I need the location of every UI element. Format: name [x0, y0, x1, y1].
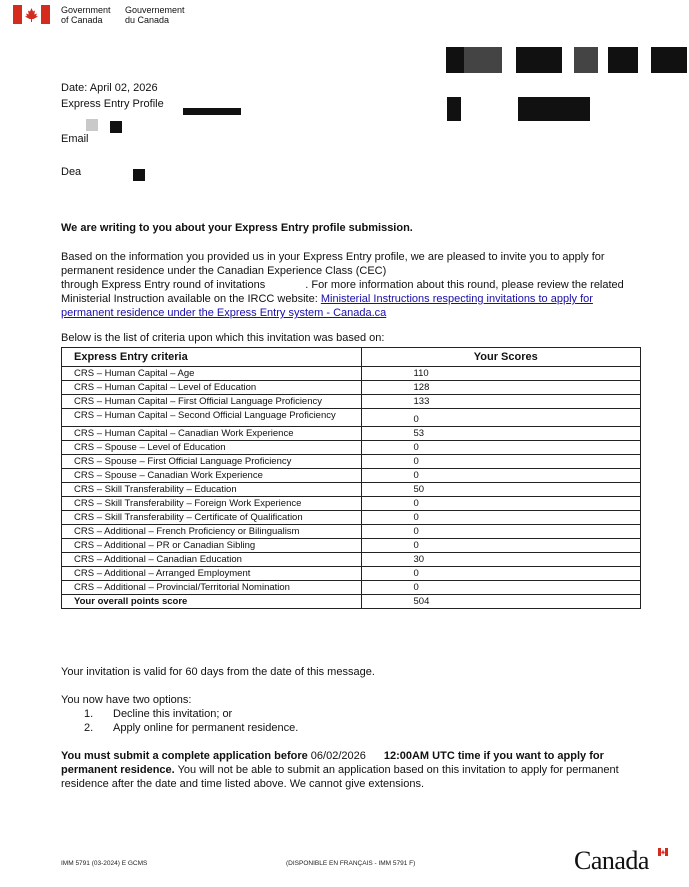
score-cell: 0: [361, 497, 641, 511]
option-1-number: 1.: [84, 708, 94, 720]
redaction-block: [447, 97, 461, 121]
table-row: [62, 581, 641, 595]
table-row: [62, 367, 641, 381]
redaction-block: [651, 47, 687, 73]
table-row: [62, 441, 641, 455]
score-cell: 110: [361, 367, 641, 381]
score-cell: 0: [361, 539, 641, 553]
profile-line: Express Entry Profile: [61, 98, 164, 110]
option-2-number: 2.: [84, 722, 94, 734]
table-header-row: [62, 348, 641, 367]
criteria-intro: Below is the list of criteria upon which this invitation was based on:: [61, 332, 385, 344]
ministerial-instructions-link[interactable]: Ministerial Instructions respecting invitations to apply for: [320, 293, 593, 305]
score-cell: 0: [361, 511, 641, 525]
redaction-block: [464, 47, 502, 73]
score-cell: 0: [361, 455, 641, 469]
criteria-header: Express Entry criteria: [62, 348, 362, 367]
table-row: [62, 483, 641, 497]
criteria-cell: CRS – Spouse – First Official Language Proficiency: [62, 455, 362, 469]
deadline-paragraph: You must submit a complete application before 06/02/2026 12:00AM UTC time if you want to apply for permanent residence. You will not be able to submit an application based on this invitation to apply for permanent residence after the date and time listed above. We cannot give extensions.: [61, 750, 619, 790]
score-cell: 0: [361, 581, 641, 595]
redaction-block: [518, 97, 590, 121]
email-label: Email: [61, 133, 89, 145]
scores-header: Your Scores: [361, 348, 641, 367]
table-row: [62, 381, 641, 395]
criteria-cell: CRS – Additional – Canadian Education: [62, 553, 362, 567]
redaction-block: [133, 169, 145, 181]
criteria-cell: CRS – Human Capital – Canadian Work Experience: [62, 427, 362, 441]
option-2: Apply online for permanent residence.: [113, 722, 299, 734]
score-cell: 0: [361, 441, 641, 455]
option-1: Decline this invitation; or: [113, 708, 233, 720]
criteria-cell: CRS – Additional – Provincial/Territorial Nomination: [62, 581, 362, 595]
canada-wordmark: Canada: [574, 846, 649, 876]
table-row: [62, 511, 641, 525]
dear-label: Dea: [61, 166, 82, 178]
subject-line: We are writing to you about your Express Entry profile submission.: [61, 222, 413, 234]
table-row: [62, 539, 641, 553]
criteria-cell: CRS – Additional – French Proficiency or Bilingualism: [62, 525, 362, 539]
french-availability-note: (DISPONIBLE EN FRANÇAIS - IMM 5791 F): [286, 860, 416, 867]
total-row: [62, 595, 641, 609]
government-of-canada-label: Government of Canada: [61, 5, 111, 25]
table-row: [62, 409, 641, 427]
table-row: [62, 525, 641, 539]
criteria-cell: CRS – Skill Transferability – Foreign Work Experience: [62, 497, 362, 511]
table-row: [62, 427, 641, 441]
options-intro: You now have two options:: [61, 694, 192, 706]
total-value: 504: [361, 595, 641, 609]
score-cell: 0: [361, 525, 641, 539]
score-cell: 0: [361, 469, 641, 483]
score-cell: 0: [361, 567, 641, 581]
score-cell: 50: [361, 483, 641, 497]
total-label: Your overall points score: [62, 595, 362, 609]
canada-flag-icon: [13, 5, 50, 24]
score-cell: 128: [361, 381, 641, 395]
table-row: [62, 567, 641, 581]
redaction-block: [86, 119, 98, 131]
score-cell: 30: [361, 553, 641, 567]
criteria-cell: CRS – Human Capital – First Official Language Proficiency: [62, 395, 362, 409]
score-cell: 133: [361, 395, 641, 409]
criteria-cell: CRS – Human Capital – Age: [62, 367, 362, 381]
criteria-cell: CRS – Human Capital – Second Official Language Proficiency: [62, 409, 362, 427]
table-row: [62, 497, 641, 511]
criteria-cell: CRS – Skill Transferability – Certificate of Qualification: [62, 511, 362, 525]
criteria-cell: CRS – Spouse – Level of Education: [62, 441, 362, 455]
criteria-cell: CRS – Additional – Arranged Employment: [62, 567, 362, 581]
criteria-cell: CRS – Skill Transferability – Education: [62, 483, 362, 497]
table-row: [62, 455, 641, 469]
redaction-block: [608, 47, 638, 73]
criteria-cell: CRS – Additional – PR or Canadian Sibling: [62, 539, 362, 553]
redaction-block: [574, 47, 598, 73]
form-code: IMM 5791 (03-2024) E GCMS: [61, 860, 148, 867]
table-row: [62, 395, 641, 409]
score-cell: 53: [361, 427, 641, 441]
validity-line: Your invitation is valid for 60 days from the date of this message.: [61, 666, 375, 678]
table-row: [62, 469, 641, 483]
invitation-paragraph: Based on the information you provided us in your Express Entry profile, we are pleased to invite you to apply for permanent residence under the Canadian Experience Class (CEC) through Express Entry round of invitations . For more information about this round, please review the related Ministerial Instruction available on the IRCC website: Ministerial Instructions respecting invitations to apply for permanent residence under the Express Entry system - Canada.ca: [61, 251, 624, 319]
date-line: Date: April 02, 2026: [61, 82, 158, 94]
score-cell: 0: [361, 409, 641, 427]
redaction-block: [110, 121, 122, 133]
wordmark-flag-icon: [658, 848, 668, 856]
criteria-cell: CRS – Spouse – Canadian Work Experience: [62, 469, 362, 483]
redaction-block: [516, 47, 562, 73]
redaction-block: [446, 47, 464, 73]
redaction-block: [183, 108, 241, 115]
criteria-table: [61, 347, 641, 609]
gouvernement-du-canada-label: Gouvernement du Canada: [125, 5, 185, 25]
table-row: [62, 553, 641, 567]
ministerial-instructions-link-cont[interactable]: permanent residence under the Express Entry system - Canada.ca: [61, 307, 387, 319]
criteria-cell: CRS – Human Capital – Level of Education: [62, 381, 362, 395]
